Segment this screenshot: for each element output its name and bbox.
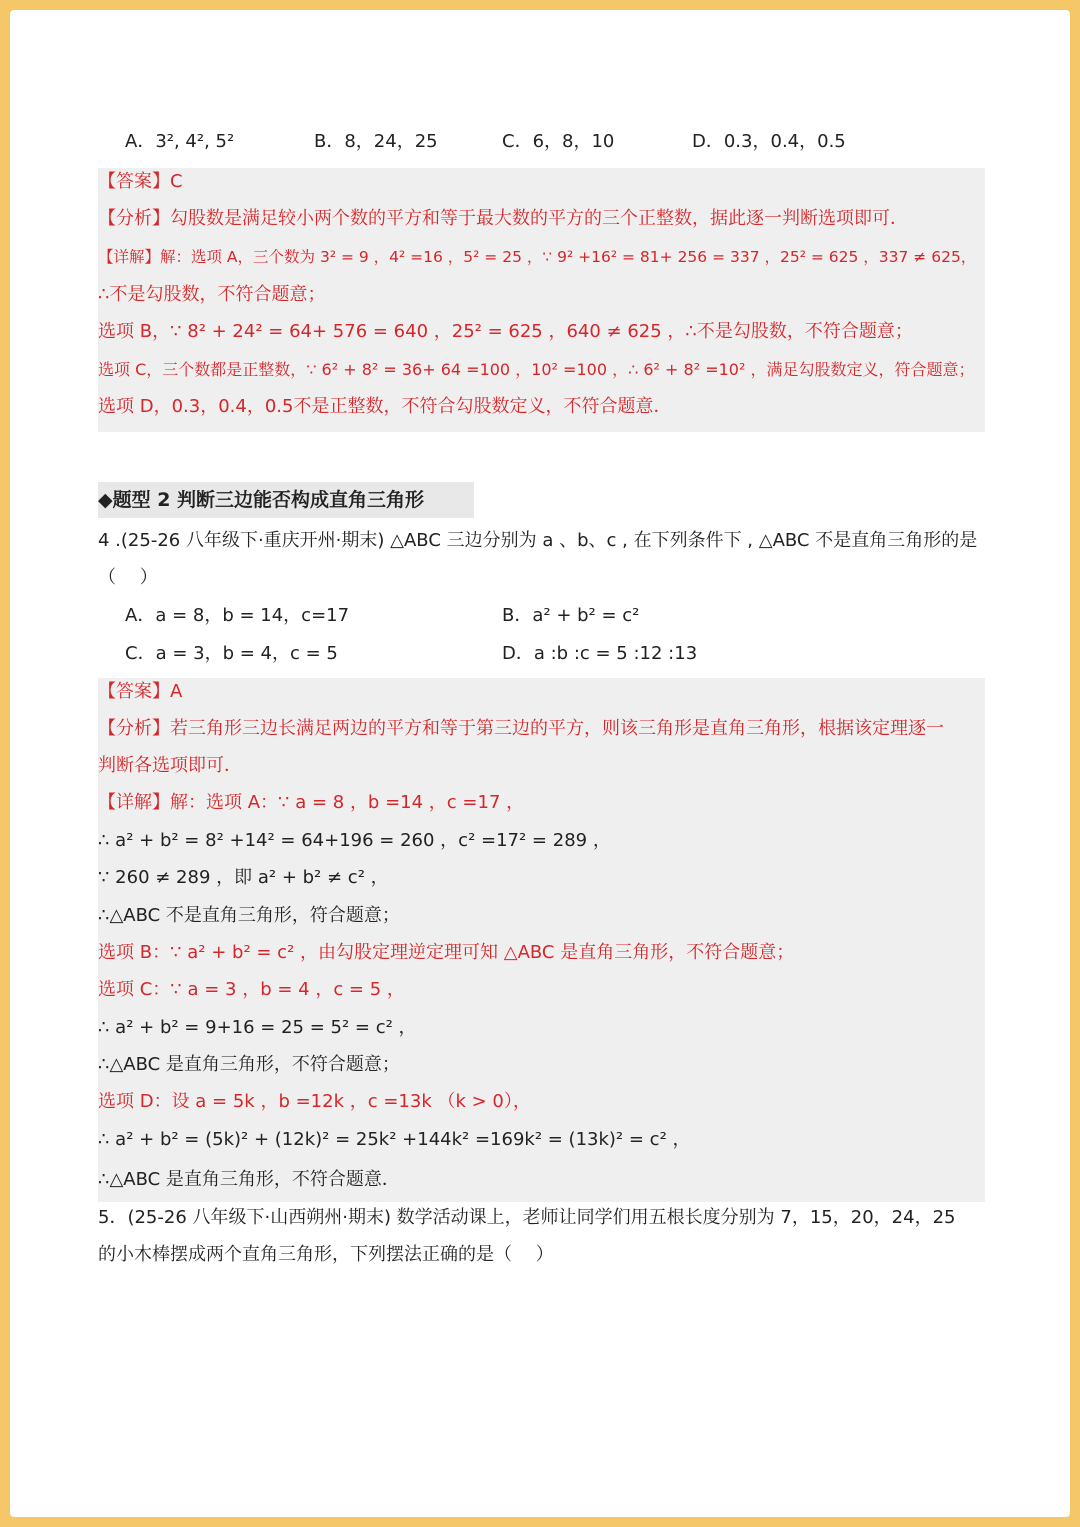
q3-option-a: A．3², 4², 5²	[125, 131, 235, 152]
q4-detail-9: 选项 D：设 a = 5k ，b =12k ，c =13k （k > 0），	[98, 1091, 531, 1112]
section-heading: ◆题型 2 判断三边能否构成直角三角形	[98, 482, 474, 518]
q3-option-b: B．8，24，25	[314, 131, 438, 152]
q3-analysis: 【分析】勾股数是满足较小两个数的平方和等于最大数的平方的三个正整数，据此逐一判断选项即可．	[98, 208, 908, 229]
q4-detail-8: ∴△ABC 是直角三角形，不符合题意；	[98, 1054, 400, 1075]
q3-option-c: C．6，8，10	[502, 131, 615, 152]
q4-detail-1: 【详解】解：选项 A：∵ a = 8 ，b =14 ，c =17 ，	[98, 792, 525, 813]
q3-option-d: D．0.3，0.4，0.5	[692, 131, 846, 152]
q4-analysis-1: 【分析】若三角形三边长满足两边的平方和等于第三边的平方，则该三角形是直角三角形，根据该定理逐一	[98, 718, 944, 739]
q4-detail-5: 选项 B：∵ a² + b² = c² ，由勾股定理逆定理可知 △ABC 是直角三角形，不符合题意；	[98, 942, 795, 963]
q4-stem-line-2: （ ）	[98, 567, 158, 588]
q4-detail-6: 选项 C：∵ a = 3 ，b = 4 ，c = 5 ，	[98, 979, 405, 1000]
q4-option-b: B．a² + b² = c²	[502, 605, 640, 626]
q3-answer: 【答案】C	[98, 171, 183, 192]
q3-detail-4: 选项 C，三个数都是正整数，∵ 6² + 8² = 36+ 64 =100 ，10² =100 ，∴ 6² + 8² =10² ，满足勾股数定义，符合题意；	[98, 360, 975, 379]
q4-stem-line-1: 4 .(25-26 八年级下·重庆开州·期末) △ABC 三边分别为 a 、b、c , 在下列条件下 , △ABC 不是直角三角形的是	[98, 530, 978, 551]
q4-detail-11: ∴△ABC 是直角三角形，不符合题意．	[98, 1169, 400, 1190]
q4-analysis-2: 判断各选项即可．	[98, 755, 242, 776]
q4-detail-2: ∴ a² + b² = 8² +14² = 64+196 = 260 ，c² =17² = 289 ，	[98, 830, 611, 851]
q4-detail-3: ∵ 260 ≠ 289 ，即 a² + b² ≠ c² ，	[98, 867, 389, 888]
q4-option-d: D．a :b :c = 5 :12 :13	[502, 643, 698, 664]
q4-detail-7: ∴ a² + b² = 9+16 = 25 = 5² = c² ，	[98, 1017, 417, 1038]
q3-detail-5: 选项 D，0.3，0.4，0.5不是正整数，不符合勾股数定义，不符合题意．	[98, 396, 672, 417]
q4-detail-4: ∴△ABC 不是直角三角形，符合题意；	[98, 905, 400, 926]
q3-detail-3: 选项 B，∵ 8² + 24² = 64+ 576 = 640 ，25² = 625 ，640 ≠ 625 ，∴不是勾股数，不符合题意；	[98, 321, 913, 342]
q3-detail-1: 【详解】解：选项 A，三个数为 3² = 9 ，4² =16 ，5² = 25 ，∵ 9² +16² = 81+ 256 = 337 ，25² = 625 ，337 ≠ 625，	[98, 248, 977, 266]
q3-detail-2: ∴不是勾股数，不符合题意；	[98, 284, 326, 305]
q4-option-a: A．a = 8，b = 14，c=17	[125, 605, 350, 626]
q4-option-c: C．a = 3，b = 4，c = 5	[125, 643, 338, 664]
q4-answer: 【答案】A	[98, 681, 183, 702]
q5-stem-line-1: 5．(25-26 八年级下·山西朔州·期末) 数学活动课上，老师让同学们用五根长度分别为 7，15，20，24，25	[98, 1207, 956, 1228]
q5-stem-line-2: 的小木棒摆成两个直角三角形，下列摆法正确的是（ ）	[98, 1244, 554, 1265]
q4-detail-10: ∴ a² + b² = (5k)² + (12k)² = 25k² +144k² =169k² = (13k)² = c² ，	[98, 1129, 691, 1150]
